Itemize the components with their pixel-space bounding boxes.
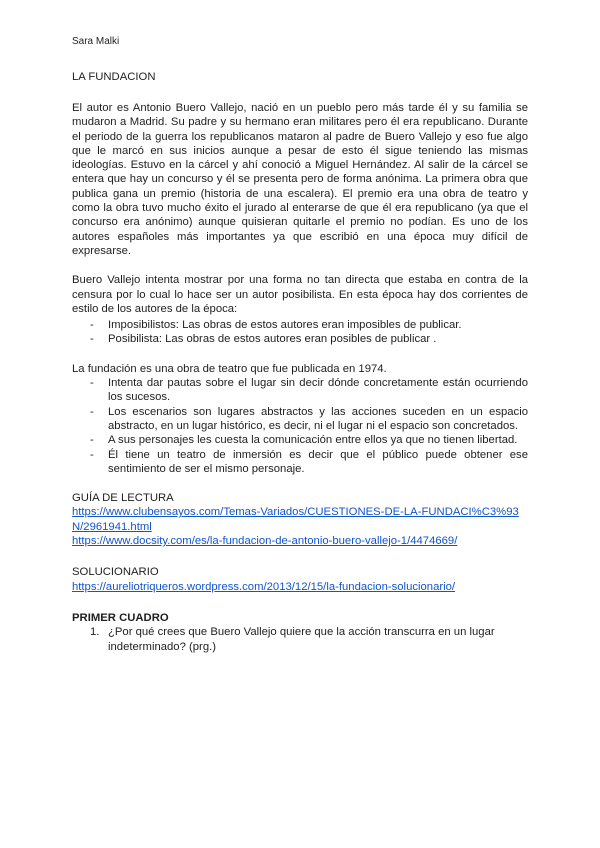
list-item: - Imposibilistos: Las obras de estos autores eran imposibles de publicar. — [90, 319, 462, 332]
fundacion-intro: La fundación es una obra de teatro que fue publicada en 1974. — [72, 362, 387, 375]
guia-link-clubensayos[interactable]: https://www.clubensayos.com/Temas-Variados/CUESTIONES-DE-LA-FUNDACI%C3%93N/2961941.html — [72, 506, 519, 533]
currents-list — [72, 318, 528, 347]
header-author: Sara Malki — [72, 36, 120, 47]
bullet-dash: - — [90, 434, 94, 447]
bullet-dash: - — [90, 319, 94, 332]
primer-cuadro-section — [72, 611, 528, 654]
primer-cuadro-title: PRIMER CUADRO — [72, 611, 169, 624]
list-item: - Los escenarios son lugares abstractos y las acciones suceden en un espacio abstracto, en un lugar histórico, es decir, ni el lugar ni el espacio son concretados. — [90, 405, 528, 432]
questions-list — [72, 625, 528, 654]
solucionario-label: SOLUCIONARIO — [72, 566, 159, 579]
list-item: - Intenta dar pautas sobre el lugar sin decir dónde concretamente están ocurriendo los sucesos. — [90, 377, 528, 404]
solucionario-section — [72, 565, 528, 594]
question-item: 1. ¿Por qué crees que Buero Vallejo quiere que la acción transcurra en un lugar indeterminado? (prg.) — [90, 626, 495, 653]
bullet-dash: - — [90, 405, 94, 418]
bullet-dash: - — [90, 333, 94, 346]
bullet-dash: - — [90, 448, 94, 461]
bullet-dash: - — [90, 377, 94, 390]
guia-link-docsity[interactable]: https://www.docsity.com/es/la-fundacion-de-antonio-buero-vallejo-1/4474669/ — [72, 535, 458, 548]
list-item: - Posibilista: Las obras de estos autores eran posibles de publicar . — [90, 333, 437, 346]
guia-section — [72, 491, 528, 548]
solucionario-link[interactable]: https://aureliotriqueros.wordpress.com/2013/12/15/la-fundacion-solucionario/ — [72, 580, 456, 593]
guia-label: GUÍA DE LECTURA — [72, 492, 174, 505]
paragraph-censorship: Buero Vallejo intenta mostrar por una forma no tan directa que estaba en contra de la censura por lo cual lo hace ser un autor posibilista. En esta época hay dos corrientes de estilo de los autores de la época: — [72, 274, 528, 315]
list-item: - A sus personajes les cuesta la comunicación entre ellos ya que no tienen libertad. — [90, 434, 518, 447]
list-item: - Él tiene un teatro de inmersión es decir que el público puede obtener ese sentimiento de ser el mismo personaje. — [90, 448, 528, 475]
document-title: LA FUNDACION — [72, 71, 156, 83]
fundacion-points-list — [72, 376, 528, 476]
paragraph-author-bio: El autor es Antonio Buero Vallejo, nació en un pueblo pero más tarde él y su familia se mudaron a Madrid. Su padre y su hermano eran militares pero él era republicano. Durante el periodo de la guerra los republicanos mataron al padre de Buero Vallejo y eso fue algo que le marcó en sus inicios aunque a pesar de esto él sigue teniendo las mismas ideologías. Estuvo en la cárcel y ahí conoció a Miguel Hernández. Al salir de la cárcel se entera que hay un concurso y él se presenta pero de forma anónima. La primera obra que publica gana un premio (historia de una escalera). El premio era una obra de teatro y como la obra tuvo mucho éxito el jurado al enterarse de que él era republicano (ya que el concurso era anónimo) aunque quisieran quitarle el premio no podían. Es uno de los autores españoles más importantes ya que escribió en una época muy difícil de expresarse. — [72, 102, 528, 257]
